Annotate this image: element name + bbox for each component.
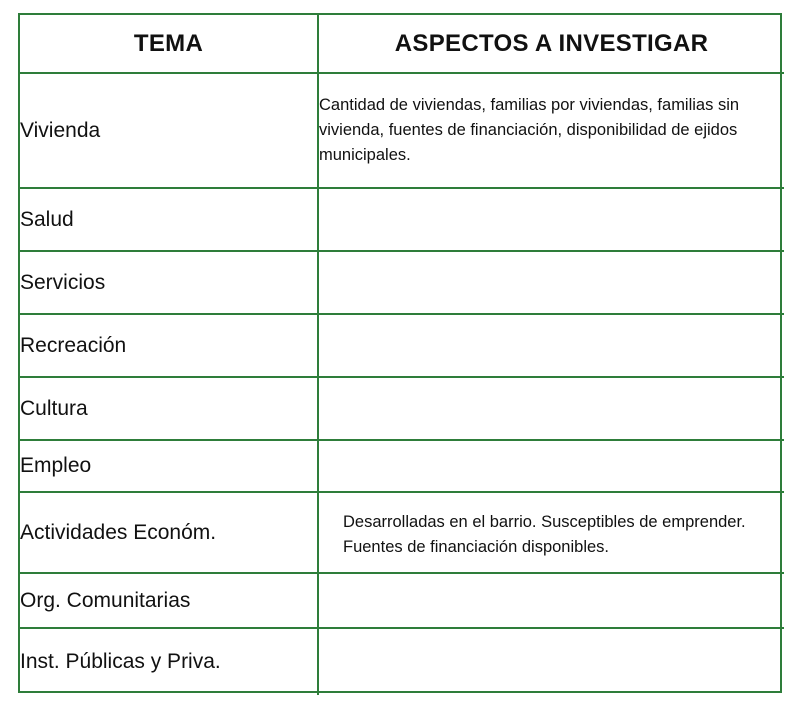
aspectos-cell	[318, 440, 784, 492]
tema-cell: Empleo	[20, 440, 318, 492]
table-row	[20, 492, 784, 573]
table-row	[20, 188, 784, 251]
tema-cell: Actividades Económ.	[20, 492, 318, 573]
table-row	[20, 628, 784, 695]
aspectos-cell: Desarrolladas en el barrio. Susceptibles de emprender. Fuentes de financiación disponibles.	[318, 492, 784, 573]
header-row	[20, 15, 784, 73]
table-row	[20, 314, 784, 377]
table-row	[20, 73, 784, 188]
aspectos-cell	[318, 251, 784, 314]
table-row	[20, 440, 784, 492]
table-row	[20, 573, 784, 628]
tema-cell: Salud	[20, 188, 318, 251]
tema-cell: Vivienda	[20, 73, 318, 188]
tema-cell: Org. Comunitarias	[20, 573, 318, 628]
research-topics-table	[18, 13, 782, 693]
tema-cell: Inst. Públicas y Priva.	[20, 628, 318, 695]
aspectos-cell	[318, 628, 784, 695]
topics-grid	[20, 15, 784, 695]
aspectos-cell: Cantidad de viviendas, familias por viviendas, familias sin vivienda, fuentes de financiación, disponibilidad de ejidos municipales.	[318, 73, 784, 188]
tema-cell: Cultura	[20, 377, 318, 440]
aspectos-cell	[318, 377, 784, 440]
table-row	[20, 377, 784, 440]
table-row	[20, 251, 784, 314]
tema-cell: Servicios	[20, 251, 318, 314]
tema-cell: Recreación	[20, 314, 318, 377]
header-tema: TEMA	[20, 15, 318, 73]
header-aspectos: ASPECTOS A INVESTIGAR	[318, 15, 784, 73]
aspectos-cell	[318, 573, 784, 628]
aspectos-cell	[318, 314, 784, 377]
aspectos-cell	[318, 188, 784, 251]
